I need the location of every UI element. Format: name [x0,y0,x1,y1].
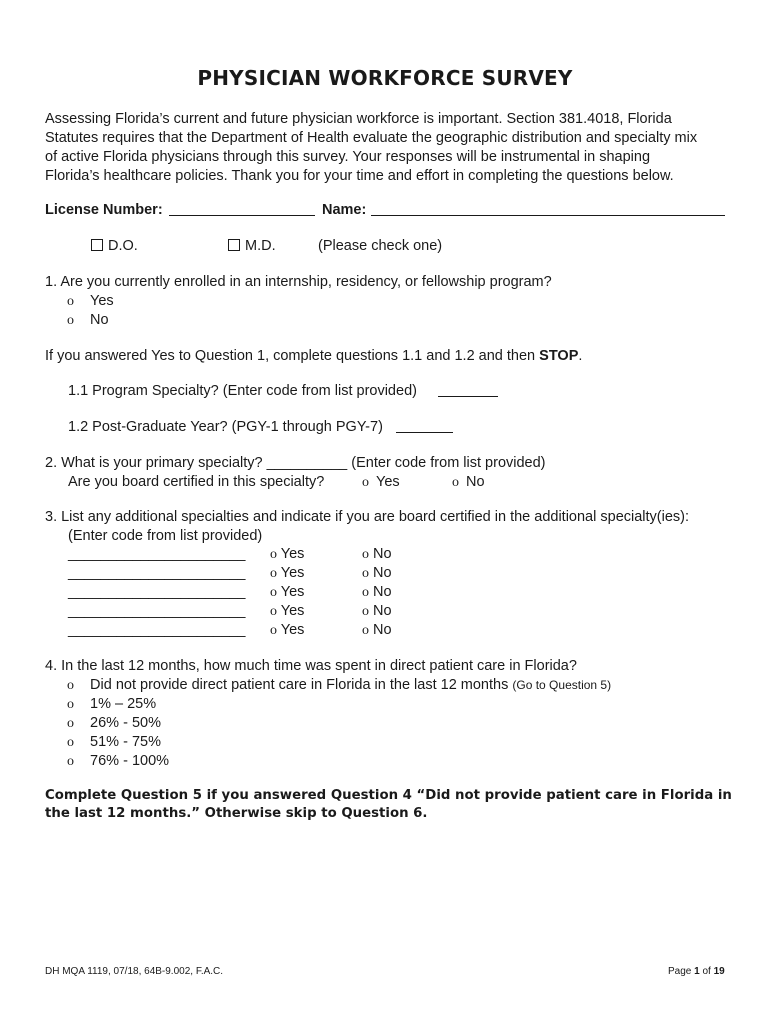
question-3: 3. List any additional specialties and indicate if you are board certified in the additional specialty(ies): [45,509,690,525]
q3-instruction: (Enter code from list provided) [68,528,263,544]
radio-icon[interactable]: o [67,697,74,712]
name-field[interactable] [371,201,725,216]
primary-specialty-field[interactable]: __________ [266,455,348,471]
q2-yes-option[interactable] [362,473,400,492]
radio-icon[interactable]: o [67,313,74,328]
radio-icon[interactable]: o [362,604,369,619]
radio-icon[interactable]: o [270,547,277,562]
additional-specialty-field[interactable]: ______________________ [68,603,246,619]
q4-option-3[interactable] [67,714,161,733]
q3-yes-label: Yes [280,622,305,638]
page-total: 19 [713,966,725,977]
q3-yes-label: Yes [280,565,305,581]
q1-yes-label: Yes [90,293,114,309]
radio-icon[interactable]: o [362,585,369,600]
question-4: 4. In the last 12 months, how much time was spent in direct patient care in Florida? [45,658,577,674]
pgy-field[interactable] [396,418,453,433]
intro-line: Assessing Florida’s current and future physician workforce is important. Section 381.4018, Florida [45,111,672,127]
q3-yes-option[interactable] [270,564,304,583]
q1-no-option[interactable] [67,311,109,330]
q3-row [68,545,392,563]
q3-no-label: No [373,546,392,562]
license-number-field[interactable] [169,201,315,216]
q3-no-option[interactable] [362,564,392,583]
q4-option-2[interactable] [67,695,156,714]
q2-hint: (Enter code from list provided) [347,455,546,471]
q3-row [68,583,392,601]
page-of: of [699,966,714,977]
name-label: Name: [322,202,367,218]
q3-no-label: No [373,565,392,581]
q1-no-label: No [90,312,109,328]
q3-no-option[interactable] [362,583,392,602]
checkbox-do[interactable] [91,239,103,251]
stop-text: STOP [539,348,579,364]
checkbox-md[interactable] [228,239,240,251]
form-id: DH MQA 1119, 07/18, 64B-9.002, F.A.C. [45,966,224,977]
radio-icon[interactable]: o [270,585,277,600]
q4-option-2-label: 1% – 25% [90,696,157,712]
degree-do-label: D.O. [108,238,138,254]
question-2 [45,454,546,472]
degree-md-option[interactable] [228,237,276,255]
q3-no-option[interactable] [362,621,392,640]
q4-option-4[interactable] [67,733,161,752]
question-1-1: 1.1 Program Specialty? (Enter code from list provided) [68,383,417,399]
q5-instruction-line: Complete Question 5 if you answered Question 4 “Did not provide patient care in Florida in [45,788,732,803]
question-1-2: 1.2 Post-Graduate Year? (PGY-1 through PGY-7) [68,419,383,435]
q3-yes-option[interactable] [270,602,304,621]
radio-icon[interactable]: o [67,735,74,750]
additional-specialty-field[interactable]: ______________________ [68,622,246,638]
radio-icon[interactable]: o [452,475,459,490]
q3-row [68,621,392,639]
q3-no-option[interactable] [362,545,392,564]
radio-icon[interactable]: o [67,678,74,693]
q4-option-5[interactable] [67,752,169,771]
q3-yes-label: Yes [280,546,305,562]
q3-yes-label: Yes [280,584,305,600]
additional-specialty-field[interactable]: ______________________ [68,584,246,600]
q4-option-4-label: 51% - 75% [90,734,161,750]
q4-option-1-note: (Go to Question 5) [512,678,612,692]
radio-icon[interactable]: o [270,604,277,619]
intro-line: of active Florida physicians through this survey. Your responses will be instrumental in shaping [45,149,651,165]
degree-hint: (Please check one) [318,238,443,254]
q3-yes-option[interactable] [270,621,304,640]
program-specialty-field[interactable] [438,382,498,397]
additional-specialty-field[interactable]: ______________________ [68,546,246,562]
q3-no-label: No [373,603,392,619]
q3-row [68,602,392,620]
additional-specialty-field[interactable]: ______________________ [68,565,246,581]
q3-no-option[interactable] [362,602,392,621]
q4-option-3-label: 26% - 50% [90,715,161,731]
radio-icon[interactable]: o [270,566,277,581]
q3-yes-label: Yes [280,603,305,619]
q5-instruction-line: the last 12 months.” Otherwise skip to Question 6. [45,806,428,821]
q1-instruction [45,347,582,365]
q3-no-label: No [373,584,392,600]
q3-yes-option[interactable] [270,545,304,564]
degree-md-label: M.D. [245,238,276,254]
intro-line: Statutes requires that the Department of Health evaluate the geographic distribution and specialty mix [45,130,698,146]
degree-do-option[interactable] [91,237,138,255]
q1-instruction-text: If you answered Yes to Question 1, complete questions 1.1 and 1.2 and then [45,348,540,364]
q2-yes-label: Yes [376,474,400,490]
q2-no-option[interactable] [452,473,485,492]
q3-no-label: No [373,622,392,638]
q1-yes-option[interactable] [67,292,114,311]
question-1: 1. Are you currently enrolled in an internship, residency, or fellowship program? [45,274,552,290]
radio-icon[interactable]: o [67,716,74,731]
intro-line: Florida’s healthcare policies. Thank you for your time and effort in completing the questions below. [45,168,674,184]
radio-icon[interactable]: o [67,294,74,309]
radio-icon[interactable]: o [362,547,369,562]
license-number-label: License Number: [45,202,163,218]
q2-no-label: No [466,474,485,490]
q3-row [68,564,392,582]
page-number: 1 [694,966,700,977]
intro-paragraph [45,110,730,186]
q3-yes-option[interactable] [270,583,304,602]
radio-icon[interactable]: o [362,475,369,490]
page-prefix: Page [668,966,695,977]
q2-board-question: Are you board certified in this specialty? [68,474,325,490]
radio-icon[interactable]: o [67,754,74,769]
q2-text: 2. What is your primary specialty? [45,455,267,471]
q4-option-5-label: 76% - 100% [90,753,170,769]
radio-icon[interactable]: o [362,566,369,581]
q1-instruction-end: . [578,348,583,364]
radio-icon[interactable]: o [362,623,369,638]
q4-option-1[interactable] [67,676,611,695]
page-indicator [668,966,725,977]
page-title: PHYSICIAN WORKFORCE SURVEY [197,66,573,90]
radio-icon[interactable]: o [270,623,277,638]
q4-option-1-label: Did not provide direct patient care in Florida in the last 12 months [90,677,509,693]
